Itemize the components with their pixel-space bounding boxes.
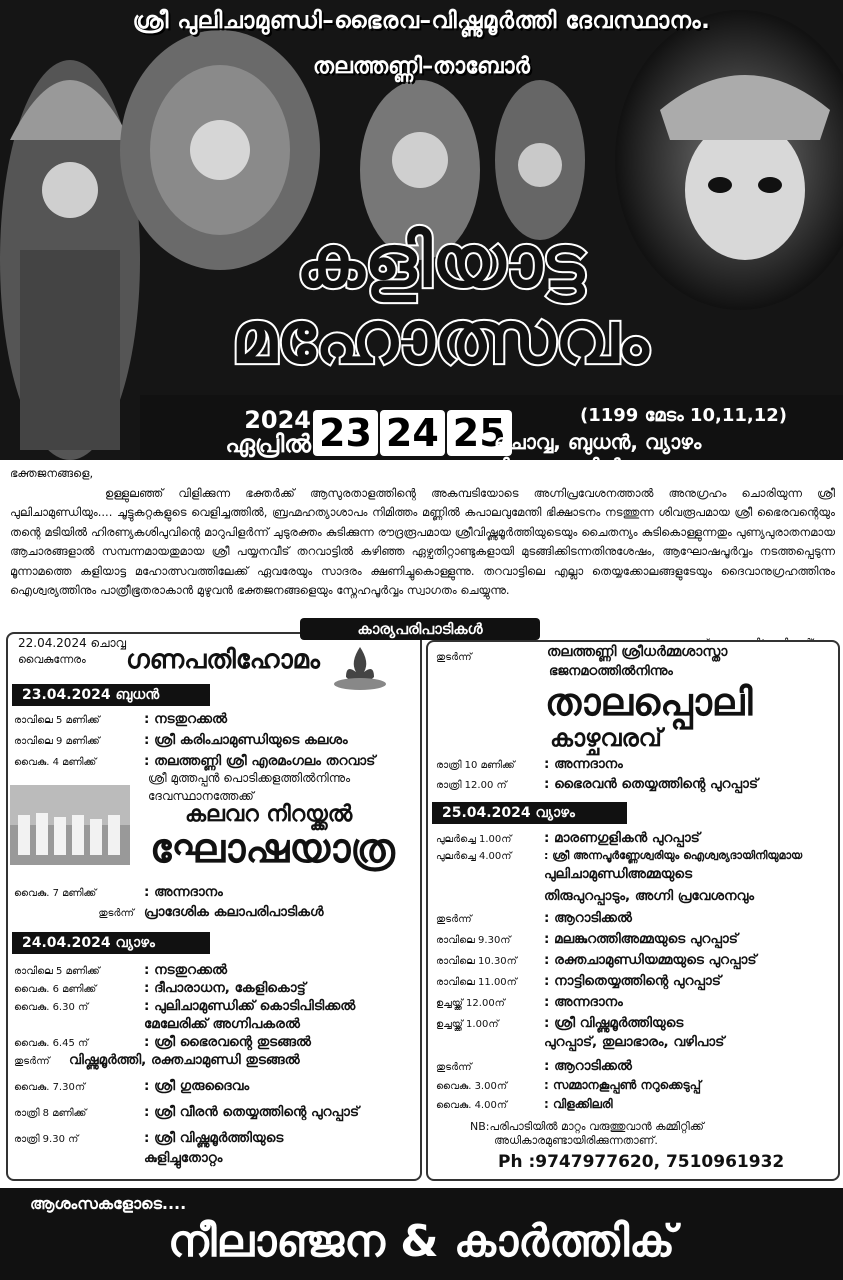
schedule-row: രാത്രി 9.30 ന് : ശ്രീ വിഷ്ണുമൂർത്തിയുടെ — [14, 1130, 284, 1146]
phone-numbers: Ph :9747977620, 7510961932 — [498, 1152, 785, 1172]
schedule-continuation: ശ്രീ മുത്തപ്പൻ പൊടിക്കളത്തിൽനിന്നും — [148, 771, 351, 785]
festival-dates — [313, 410, 512, 456]
bhajana-madam-line1: തലത്തണ്ണി ശ്രീധർമ്മശാസ്താ — [547, 644, 728, 660]
schedule-row: തുടർന്ന് വിഷ്ണുമൂർത്തി, രക്തചാമുണ്ഡി തുടങ്ങൽ — [14, 1052, 300, 1068]
schedule-row: രാത്രി 10 മണിക്ക് : അന്നദാനം — [436, 756, 623, 772]
programs-title: കാര്യപരിപാടികൾ — [300, 618, 540, 640]
month: ഏപ്രിൽ — [225, 430, 311, 458]
festival-title-line2: മഹോത്സവം — [231, 294, 649, 379]
schedule-row: രാവിലെ 9 മണിക്ക് : ശ്രീ കരിംചാമുണ്ഡിയുടെ കലശം — [14, 732, 348, 748]
festival-title — [160, 219, 720, 379]
invitation-text — [10, 464, 835, 601]
day1-time: വൈകുന്നേരം — [18, 653, 86, 666]
schedule-row: വൈകു. 4.00ന് : വിളക്കിലരി — [436, 1097, 613, 1111]
festival-days: ചൊവ്വ, ബുധൻ, വ്യാഴം ദിവസങ്ങളിൽ. — [494, 430, 702, 478]
note-line2: അധികാരമുണ്ടായിരിക്കുന്നതാണ്. — [494, 1134, 658, 1147]
schedule-row: മേലേരിക്ക് അഗ്നിപകരൽ — [144, 1016, 300, 1032]
schedule-row: വൈകു. 6.45 ന് : ശ്രീ ഭൈരവന്റെ തുടങ്ങൽ — [14, 1034, 311, 1050]
day4-header: 25.04.2024 വ്യാഴം — [432, 802, 627, 824]
schedule-row: തുടർന്ന് : ആറാടിക്കൽ — [436, 910, 632, 926]
procession-subtitle: കലവറ നിറയ്ക്കൽ — [185, 802, 353, 827]
ganapathi-homam: ഗണപതിഹോമം — [126, 645, 320, 675]
schedule-row: പുലർച്ചെ 4.00ന് : ശ്രീ അന്നപൂർണ്ണേശ്വരിയും ഐശ്വര്യദായിനിയുമായ — [436, 849, 803, 862]
schedule-row: പുലർച്ചെ 1.00ന് : മാരണഗുളികൻ പുറപ്പാട് — [436, 830, 700, 846]
festival-title-line1: കളിയാട്ട — [296, 219, 584, 303]
schedule-row: വൈകു. 7 മണിക്ക് : അന്നദാനം — [14, 884, 223, 900]
temple-place: തലത്തണ്ണി–താബോർ — [313, 54, 530, 79]
schedule-row: രാത്രി 8 മണിക്ക് : ശ്രീ വീരൻ തെയ്യത്തിന്റെ പുറപ്പാട് — [14, 1104, 359, 1120]
bhajana-madam-line2: ഭജനമഠത്തിൽനിന്നും — [549, 664, 673, 679]
invitation-paragraph: ഉള്ളുലഞ്ഞ് വിളിക്കുന്ന ഭക്തർക്ക് ആസുരതാളത്തിന്റെ അകമ്പടിയോടെ അഗ്നിപ്രവേശനത്താൽ അനുഗ്രഹം ചൊരിയുന്ന ശ്രീ പുലിചാമുണ്ഡിയും.... ചൂട്ടുകറ്റകളുടെ വെളിച്ചത്തിൽ, ബ്രഹ്മഹത്യാശാപം നിമിത്തം മണ്ണിൽ കപാലവുമേന്തി ഭിക്ഷാടനം നടത്തുന്ന ശിവരൂപമായ ശ്രീ ഭൈരവന്റെയും തന്റെ മടിയിൽ ഹിരണ്യകശിപുവിന്റെ മാറുപിളർന്ന് ചുടുരക്തം കുടിക്കുന്ന രൗദ്രരൂപമായ ശ്രീവിഷ്ണുമൂർത്തിയുടെയും ചൈതന്യം കുടികൊള്ളുന്നതും പുണ്യപുരാതനമായ ആചാരങ്ങളാൽ സമ്പന്നമായതുമായ ശ്രീ പയ്യനവീട് തറവാട്ടിൽ കഴിഞ്ഞ ഏഴ്പതിറ്റാണ്ടുകളായി മുടങ്ങിക്കിടന്നതിനുശേഷം, ആഘോഷപൂർവ്വം നടത്തപ്പെടുന്ന മൂന്നാമത്തെ കളിയാട്ട മഹോത്സവത്തിലേക്ക് ഏവരേയും സാദരം ക്ഷണിച്ചുകൊള്ളുന്നു. തറവാട്ടിലെ എല്ലാ തെയ്യക്കോലങ്ങളുടേയും ദൈവാനുഗ്രഹത്തിനും ഐശ്വര്യത്തിനും പാത്രീഭൂതരാകാൻ മുഴുവൻ ഭക്തജനങ്ങളെയും സ്നേഹപൂർവ്വം സ്വാഗതം ചെയ്യുന്നു. — [10, 485, 835, 597]
schedule-continuation: ദേവസ്ഥാനത്തേക്ക് — [148, 789, 254, 803]
wishes-text: ആശംസകളോടെ.... — [30, 1194, 187, 1213]
sponsor-name: നീലാഞ്ജന & കാർത്തിക് — [167, 1216, 676, 1267]
day3-header: 24.04.2024 വ്യാഴം — [12, 932, 210, 954]
schedule-row: വൈകു. 6 മണിക്ക് : ദീപാരാധന, കേളികൊട്ട് — [14, 980, 306, 996]
schedule-row: തുടർന്ന് : ആറാടിക്കൽ — [436, 1058, 632, 1074]
schedule-row: തുടർന്ന് പ്രാദേശിക കലാപരിപാടികൾ — [98, 904, 324, 920]
schedule-row: വൈകു. 7.30ന് : ശ്രീ ഗുരുദൈവം — [14, 1078, 250, 1094]
day1-date: 22.04.2024 ചൊവ്വ — [18, 636, 127, 650]
malayalam-calendar-date: (1199 മേടം 10,11,12) — [580, 405, 787, 426]
schedule-row: രാവിലെ 5 മണിക്ക് : നടതുറക്കൽ — [14, 962, 228, 978]
day2-header: 23.04.2024 ബുധൻ — [12, 684, 210, 706]
committee-note — [470, 1120, 704, 1148]
schedule-row: വൈകു. 3.00ന് : സമ്മാനകൂപ്പൺ നറുക്കെടുപ്പ് — [436, 1078, 701, 1092]
schedule-row: രാത്രി 12.00 ന് : ഭൈരവൻ തെയ്യത്തിന്റെ പുറപ്പാട് — [436, 776, 759, 792]
note-line1: NB:പരിപാടിയിൽ മാറ്റം വരുത്തുവാൻ കമ്മിറ്റിക്ക് — [470, 1120, 704, 1133]
schedule-row: തിരുപുറപ്പാടും, അഗ്നി പ്രവേശനവും — [544, 888, 755, 904]
schedule-row: വൈകു. 4 മണിക്ക് : തലത്തണ്ണി ശ്രീ എരമംഗലം തറവാട് — [14, 753, 376, 769]
schedule-row: രാവിലെ 11.00ന് : നാട്ടിതെയ്യത്തിന്റെ പുറപ്പാട് — [436, 973, 721, 989]
schedule-row: പുലിചാമുണ്ഡിഅമ്മയുടെ — [544, 866, 693, 882]
sponsor-footer — [0, 1188, 843, 1280]
thalappoli-title: താലപ്പൊലി — [545, 680, 753, 724]
schedule-row: വൈകു. 6.30 ന് : പുലിചാമുണ്ഡിക്ക് കൊടിപിടിക്കൽ — [14, 998, 356, 1014]
schedule-row: ഉച്ചയ്ക്ക് 12.00ന് : അന്നദാനം — [436, 994, 623, 1010]
procession-title: ഘോഷയാത്ര — [150, 826, 395, 872]
right-top-time: തുടർന്ന് — [436, 652, 472, 663]
schedule-row: പുറപ്പാട്, തുലാഭാരം, വഴിപാട് — [544, 1034, 725, 1050]
fire-ritual-icon — [330, 642, 390, 692]
schedule-row: രാവിലെ 9.30ന് : മലങ്കുറത്തിഅമ്മയുടെ പുറപ്പാട് — [436, 931, 738, 947]
kazhchavaravu-title: കാഴ്ചവരവ് — [550, 724, 662, 752]
date-box: 25 — [447, 410, 512, 456]
schedule-row: രാവിലെ 10.30ന് : രക്തചാമുണ്ഡിയമ്മയുടെ പുറപ്പാട് — [436, 952, 757, 968]
temple-name: ശ്രീ പുലിചാമുണ്ഡി–ഭൈരവ–വിഷ്ണുമൂർത്തി ദേവസ്ഥാനം. — [132, 8, 711, 34]
date-box: 24 — [380, 410, 445, 456]
procession-photo — [10, 785, 130, 865]
schedule-row: കുളിച്ചുതോറ്റം — [144, 1150, 223, 1166]
schedule-row: ഉച്ചയ്ക്ക് 1.00ന് : ശ്രീ വിഷ്ണുമൂർത്തിയുടെ — [436, 1015, 684, 1031]
date-box: 23 — [313, 410, 378, 456]
greeting: ഭക്തജനങ്ങളെ, — [10, 466, 94, 480]
year: 2024 — [244, 406, 311, 434]
schedule-row: രാവിലെ 5 മണിക്ക് : നടതുറക്കൽ — [14, 711, 228, 727]
